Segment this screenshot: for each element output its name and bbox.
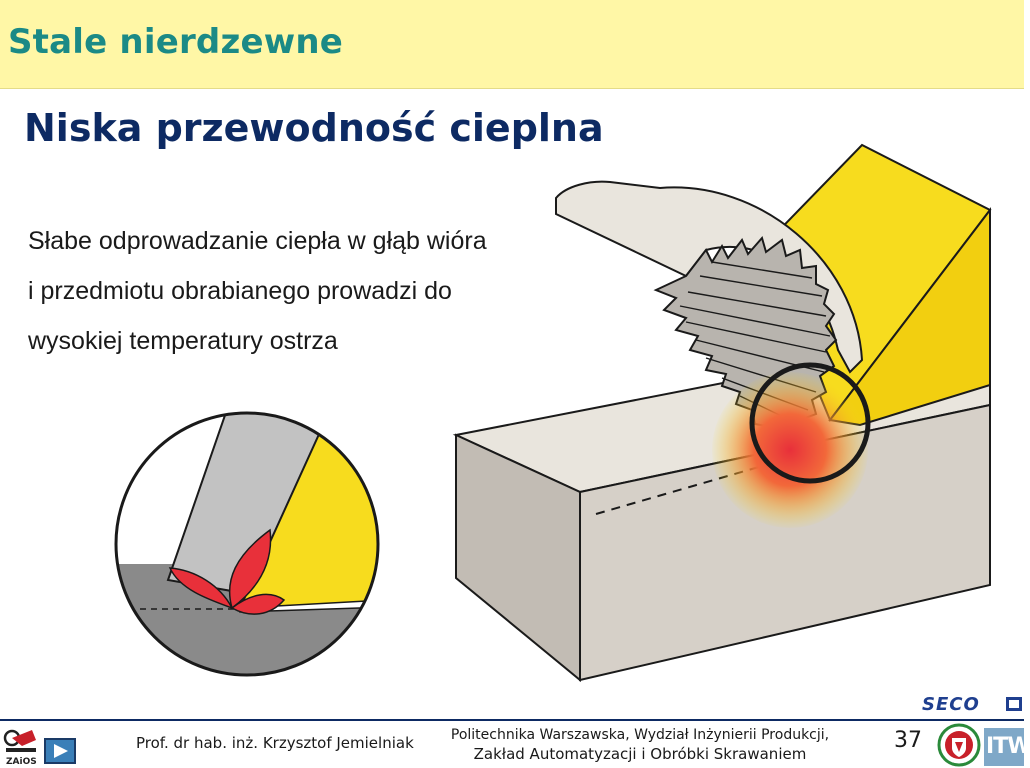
body-line-3: wysokiej temperatury ostrza bbox=[28, 327, 338, 355]
footer-author: Prof. dr hab. inż. Krzysztof Jemielniak bbox=[136, 734, 414, 752]
zaios-logo-text: ZAiOS bbox=[6, 757, 37, 767]
footer-institution bbox=[430, 726, 850, 764]
page-number: 37 bbox=[894, 728, 922, 753]
institution-line-2: Zakład Automatyzacji i Obróbki Skrawaniem bbox=[473, 745, 807, 763]
heat-zone bbox=[712, 372, 868, 528]
seco-logo-icon: SECO bbox=[922, 694, 980, 715]
detail-circle bbox=[100, 395, 420, 694]
seco-mark-icon bbox=[1006, 697, 1022, 711]
body-line-1: Słabe odprowadzanie ciepła w głąb wióra bbox=[28, 227, 487, 255]
next-slide-button[interactable] bbox=[44, 738, 76, 764]
zaios-logo-icon bbox=[2, 726, 40, 766]
slide-title: Stale nierdzewne bbox=[8, 22, 343, 62]
university-crest-icon bbox=[938, 724, 980, 766]
institution-line-1: Politechnika Warszawska, Wydział Inżynierii Produkcji, bbox=[450, 727, 830, 743]
slide-subtitle: Niska przewodność cieplna bbox=[24, 106, 604, 150]
itw-logo-text: ITW bbox=[986, 734, 1030, 759]
body-line-2: i przedmiotu obrabianego prowadzi do bbox=[28, 277, 452, 305]
